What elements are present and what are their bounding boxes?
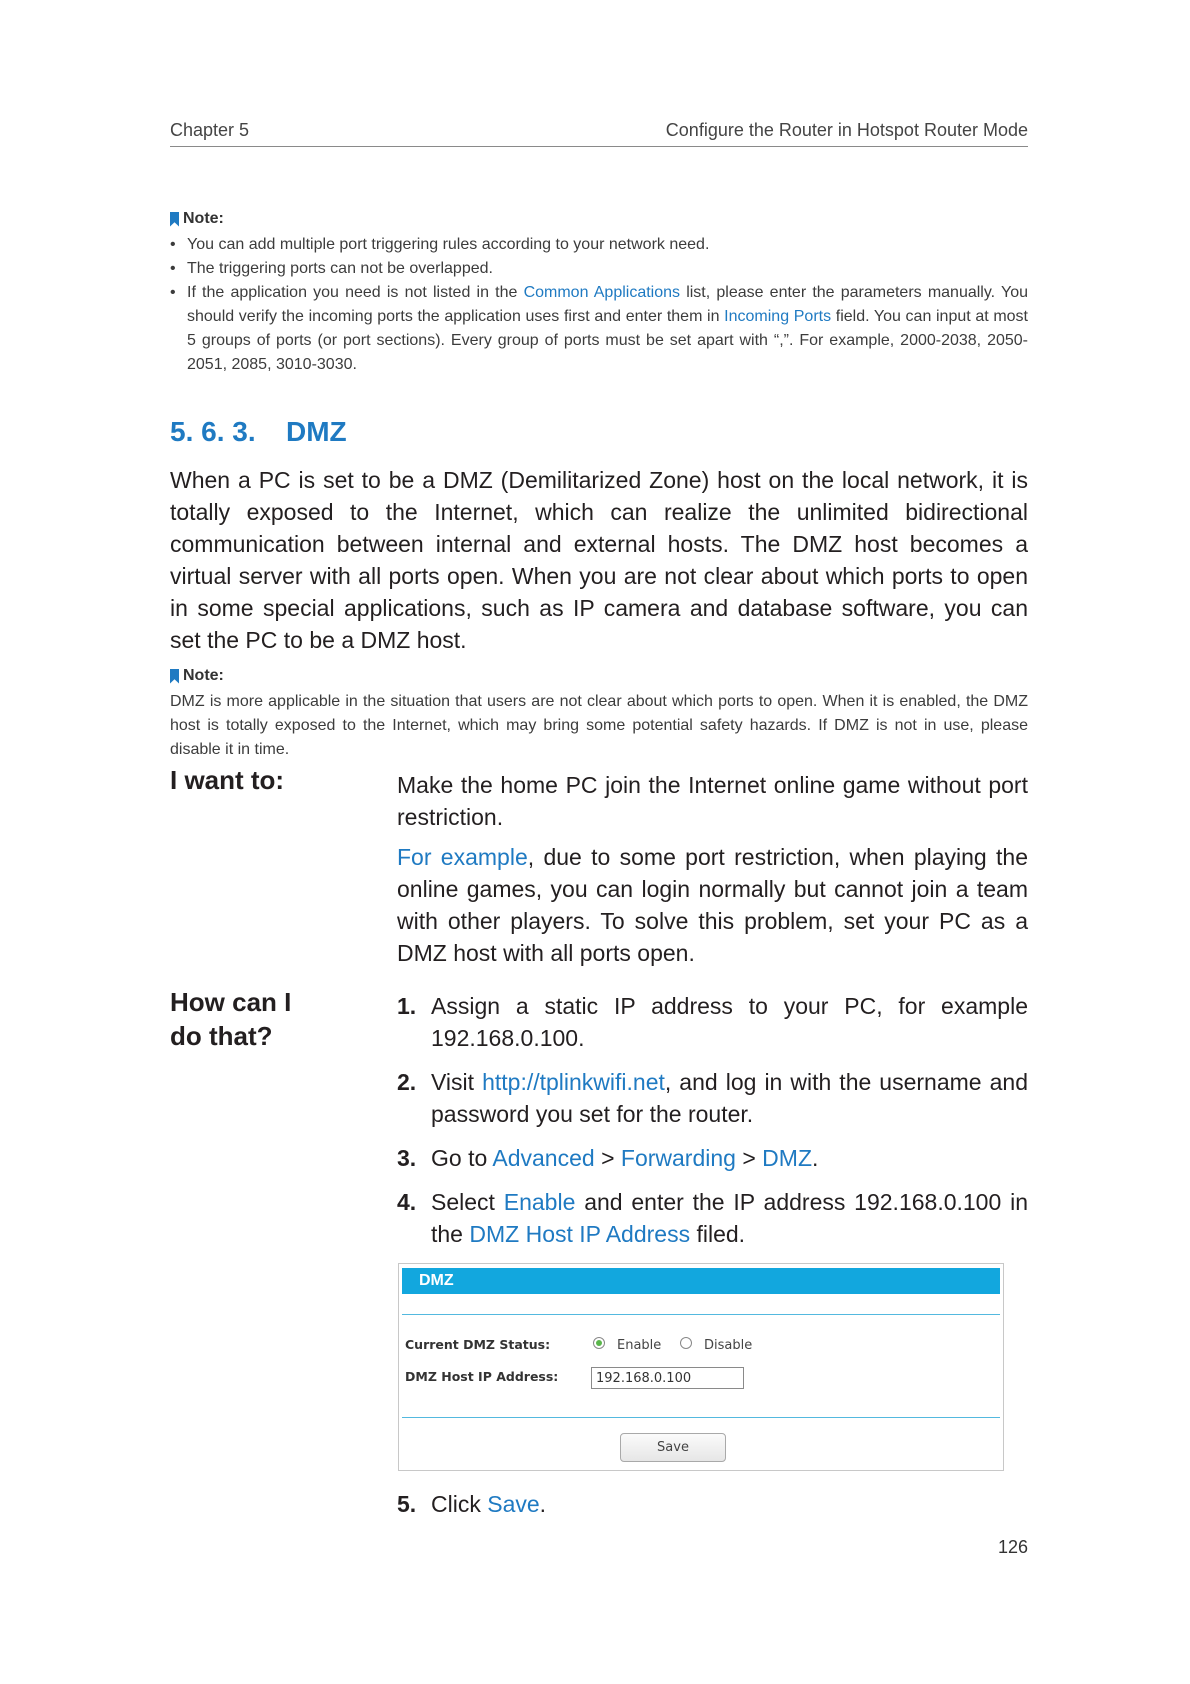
dmz-settings-panel <box>398 1263 1004 1471</box>
step-text: Select <box>431 1189 504 1215</box>
step-text: . <box>812 1145 819 1171</box>
bullet-text: If the application you need is not listed in the <box>187 284 524 301</box>
list-item <box>170 233 1028 257</box>
advanced-link: Advanced <box>492 1145 595 1171</box>
section-heading <box>170 416 347 448</box>
note-label-2 <box>170 667 224 685</box>
step-item <box>397 1142 1028 1174</box>
dmz-host-ip-label: DMZ Host IP Address: <box>405 1369 559 1384</box>
step-item <box>397 1066 1028 1130</box>
list-item <box>170 257 1028 281</box>
step-text: , and log in with the username and password you set for the router. <box>431 1069 1028 1127</box>
how-label-line: do that? <box>170 1021 273 1051</box>
disable-radio-label: Disable <box>704 1338 753 1353</box>
chapter-title: Configure the Router in Hotspot Router Mode <box>665 120 1028 140</box>
breadcrumb-separator: > <box>735 1145 763 1171</box>
disable-radio[interactable] <box>680 1337 692 1349</box>
incoming-ports-link: Incoming Ports <box>724 308 832 325</box>
list-item <box>170 281 1028 377</box>
bullet-text: list, please enter the parameters manually. You should verify the incoming ports the application uses first and enter them in <box>187 284 1028 325</box>
bookmark-icon <box>170 212 179 227</box>
enable-radio-label: Enable <box>617 1338 662 1353</box>
section-title: DMZ <box>286 416 347 447</box>
step-number: 1. <box>397 993 417 1019</box>
step-list <box>397 990 1028 1262</box>
bullet-text: You can add multiple port triggering rules according to your network need. <box>187 236 710 253</box>
enable-link: Enable <box>503 1189 576 1215</box>
example-paragraph <box>397 841 1028 969</box>
step-text: and enter the IP address 192.168.0.100 in the <box>431 1189 1028 1247</box>
panel-title: DMZ <box>402 1268 1000 1294</box>
step-text: . <box>539 1491 547 1517</box>
step-text: Go to <box>431 1145 493 1171</box>
panel-divider <box>402 1417 1000 1418</box>
step-text: Assign a static IP address to your PC, for example 192.168.0.100. <box>431 993 1028 1051</box>
save-link: Save <box>487 1491 540 1517</box>
dmz-description: When a PC is set to be a DMZ (Demilitarized Zone) host on the local network, it is totally exposed to the Internet, which can realize the unlimited bidirectional communication between internal and external hosts. The DMZ host becomes a virtual server with all ports open. When you are not clear about which ports to open in some special applications, such as IP camera and database software, you can set the PC to be a DMZ host. <box>170 467 1028 653</box>
forwarding-link: Forwarding <box>620 1145 736 1171</box>
bullet-text: field. You can input at most 5 groups of ports (or port sections). Every group of ports must be set apart with “,”. For example, 2000-2038, 2050-2051, 2085, 3010-3030. <box>187 308 1029 373</box>
note-bullet-list <box>170 233 1028 377</box>
example-text: , due to some port restriction, when playing the online games, you can login normally but cannot join a team with other players. To solve this problem, set your PC as a DMZ host with all ports open. <box>397 844 1028 966</box>
section-number: 5. 6. 3. <box>170 416 256 447</box>
dmz-status-label: Current DMZ Status: <box>405 1337 551 1352</box>
note-label <box>170 210 224 228</box>
page-number: 126 <box>997 1537 1028 1557</box>
header-divider <box>170 146 1028 147</box>
dmz-link: DMZ <box>762 1145 812 1171</box>
step-text: Visit <box>431 1069 483 1095</box>
how-label <box>170 985 291 1053</box>
want-text: Make the home PC join the Internet online game without port restriction. <box>397 772 1028 830</box>
dmz-host-ip-input[interactable] <box>591 1367 744 1389</box>
step-number: 3. <box>397 1145 417 1171</box>
want-label: I want to: <box>170 765 285 795</box>
note-label-text: Note: <box>183 210 224 227</box>
bullet-text: The triggering ports can not be overlapped. <box>187 260 493 277</box>
step-item <box>397 990 1028 1054</box>
tplinkwifi-link: http://tplinkwifi.net <box>482 1069 665 1095</box>
step-item <box>397 1488 546 1520</box>
example-link: For example <box>397 844 528 870</box>
chapter-label: Chapter 5 <box>170 120 250 140</box>
step-number: 4. <box>397 1189 417 1215</box>
save-button[interactable]: Save <box>620 1433 726 1462</box>
note-text: DMZ is more applicable in the situation that users are not clear about which ports to open. When it is enabled, the DMZ host is totally exposed to the Internet, which may bring some potential safety hazards. If DMZ is not in use, please disable it in time. <box>170 693 1028 758</box>
step-text: filed. <box>690 1221 746 1247</box>
enable-radio[interactable] <box>593 1337 605 1349</box>
common-applications-link: Common Applications <box>523 284 681 301</box>
panel-divider <box>402 1314 1000 1315</box>
dmz-host-ip-link: DMZ Host IP Address <box>469 1221 691 1247</box>
step-item <box>397 1186 1028 1250</box>
step-text: Click <box>431 1491 488 1517</box>
note-label-text: Note: <box>183 667 224 684</box>
step-number: 2. <box>397 1069 417 1095</box>
bookmark-icon <box>170 669 179 684</box>
how-label-line: How can I <box>170 987 292 1017</box>
breadcrumb-separator: > <box>594 1145 621 1171</box>
step-number: 5. <box>397 1491 417 1517</box>
